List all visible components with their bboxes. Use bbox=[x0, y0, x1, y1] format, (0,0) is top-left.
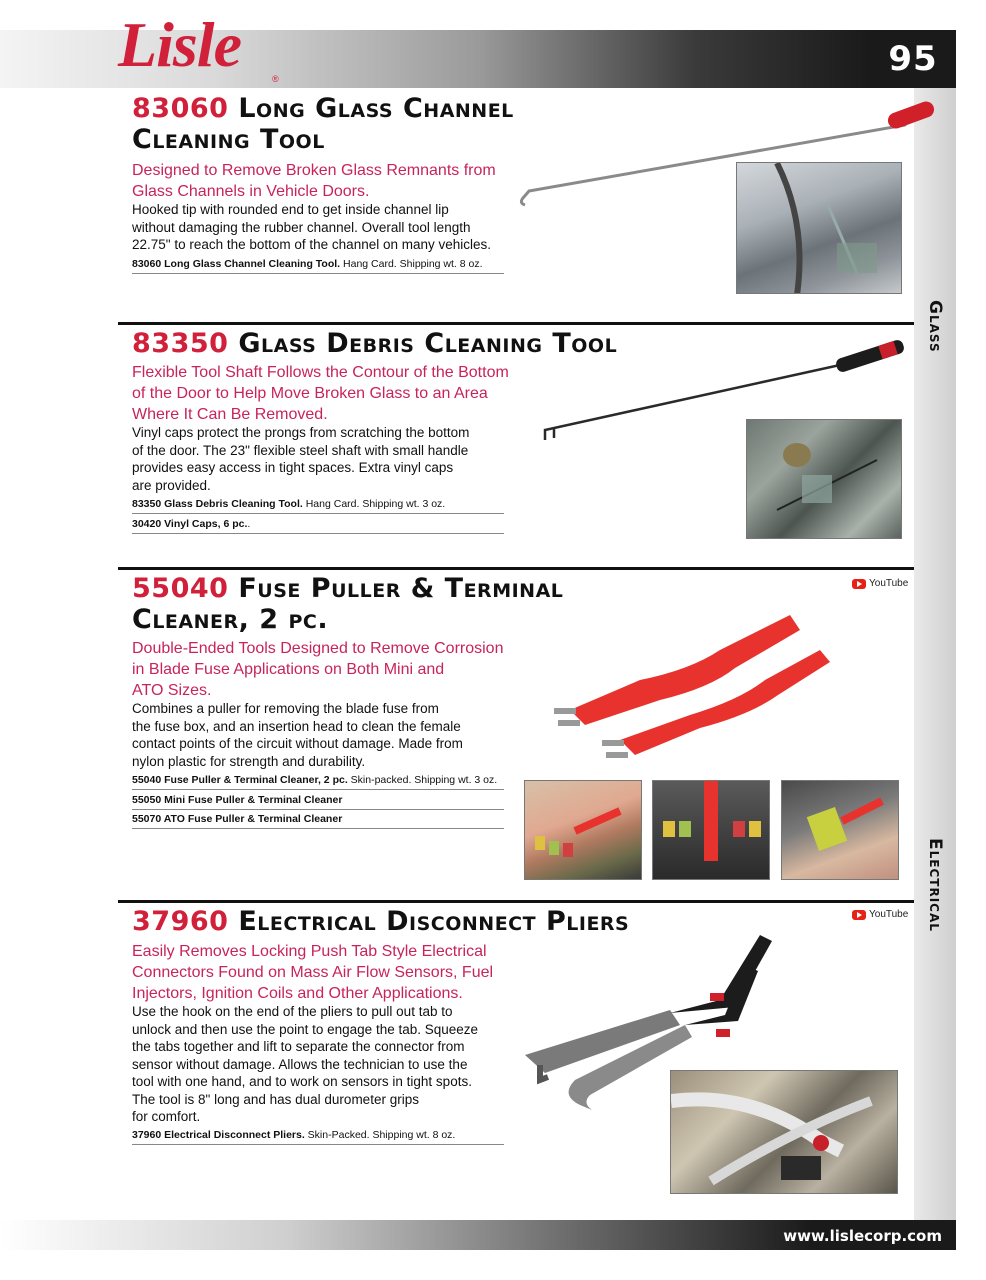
youtube-badge[interactable]: YouTube bbox=[852, 578, 908, 589]
registered-mark: ® bbox=[272, 74, 279, 84]
fuse-puller-photo-3 bbox=[781, 780, 899, 880]
product-number: 83060 bbox=[132, 93, 229, 124]
youtube-icon bbox=[852, 579, 866, 589]
section-divider bbox=[118, 567, 914, 570]
product-spec-line: 37960 Electrical Disconnect Pliers. Skin-Packed. Shipping wt. 8 oz. bbox=[132, 1127, 504, 1145]
product-description: Vinyl caps protect the prongs from scratching the bottom of the door. The 23" flexible steel shaft with small handle provides easy access in tight spaces. Extra vinyl caps are provided. bbox=[132, 425, 470, 493]
category-sidebar bbox=[914, 88, 956, 1220]
product-subtitle: Easily Removes Locking Push Tab Style Electrical Connectors Found on Mass Air Flow Sensors, Fuel Injectors, Ignition Coils and Other Applications. bbox=[132, 943, 494, 1002]
product-title: 83060 Long Glass Channel Cleaning Tool bbox=[132, 93, 514, 155]
product-subtitle: Double-Ended Tools Designed to Remove Corrosion in Blade Fuse Applications on Both Mini and ATO Sizes. bbox=[132, 640, 504, 699]
product-spec-line: 83350 Glass Debris Cleaning Tool. Hang Card. Shipping wt. 3 oz. bbox=[132, 496, 504, 514]
website-url[interactable]: www.lislecorp.com bbox=[783, 1227, 942, 1245]
product-description: Hooked tip with rounded end to get inside channel lip without damaging the rubber channel. Overall tool length 22.75" to reach the bottom of the channel on many vehicles. bbox=[132, 202, 492, 252]
product-spec-line: 55070 ATO Fuse Puller & Terminal Cleaner bbox=[132, 811, 504, 829]
product-subtitle: Flexible Tool Shaft Follows the Contour of the Bottom of the Door to Help Move Broken Glass to an Area Where It Can Be Removed. bbox=[132, 364, 509, 423]
product-number: 83350 bbox=[132, 328, 229, 359]
section-divider bbox=[118, 322, 914, 325]
page-number: 95 bbox=[870, 30, 956, 88]
brand-logo: Lisle bbox=[118, 9, 241, 80]
product-description: Combines a puller for removing the blade fuse from the fuse box, and an insertion head to clean the female contact points of the circuit without damage. Made from nylon plastic for strength and durability. bbox=[132, 701, 463, 769]
category-label-electrical: Electrical bbox=[925, 838, 945, 932]
fuse-puller-photo-2 bbox=[652, 780, 770, 880]
fuse-puller-illustration bbox=[550, 600, 850, 770]
product-title: 37960 Electrical Disconnect Pliers bbox=[132, 906, 630, 937]
product-spec-line: 83060 Long Glass Channel Cleaning Tool. Hang Card. Shipping wt. 8 oz. bbox=[132, 256, 504, 274]
product-title: 83350 Glass Debris Cleaning Tool bbox=[132, 328, 618, 359]
product-subtitle: Designed to Remove Broken Glass Remnants from Glass Channels in Vehicle Doors. bbox=[132, 162, 496, 200]
product-number: 55040 bbox=[132, 573, 229, 604]
disconnect-pliers-photo bbox=[670, 1070, 898, 1194]
product-title: 55040 Fuse Puller & Terminal Cleaner, 2 pc. bbox=[132, 573, 564, 635]
youtube-badge[interactable]: YouTube bbox=[852, 909, 908, 920]
product-number: 37960 bbox=[132, 906, 229, 937]
product-description: Use the hook on the end of the pliers to pull out tab to unlock and then use the point to engage the tab. Squeeze the tabs together and lift to separate the connector from sensor without damage. Allows the technician to use the tool with one hand, and to work on sensors in tight spots. The tool is 8" long and has dual durometer grips for comfort. bbox=[132, 1004, 479, 1124]
glass-debris-photo bbox=[746, 419, 902, 539]
category-label-glass: Glass bbox=[925, 300, 945, 353]
fuse-puller-photo-1 bbox=[524, 780, 642, 880]
youtube-icon bbox=[852, 910, 866, 920]
product-spec-line: 55050 Mini Fuse Puller & Terminal Cleaner bbox=[132, 792, 504, 810]
product-spec-line: 55040 Fuse Puller & Terminal Cleaner, 2 pc. Skin-packed. Shipping wt. 3 oz. bbox=[132, 772, 504, 790]
product-spec-line: 30420 Vinyl Caps, 6 pc.. bbox=[132, 516, 504, 534]
section-divider bbox=[118, 900, 914, 903]
glass-channel-photo bbox=[736, 162, 902, 294]
